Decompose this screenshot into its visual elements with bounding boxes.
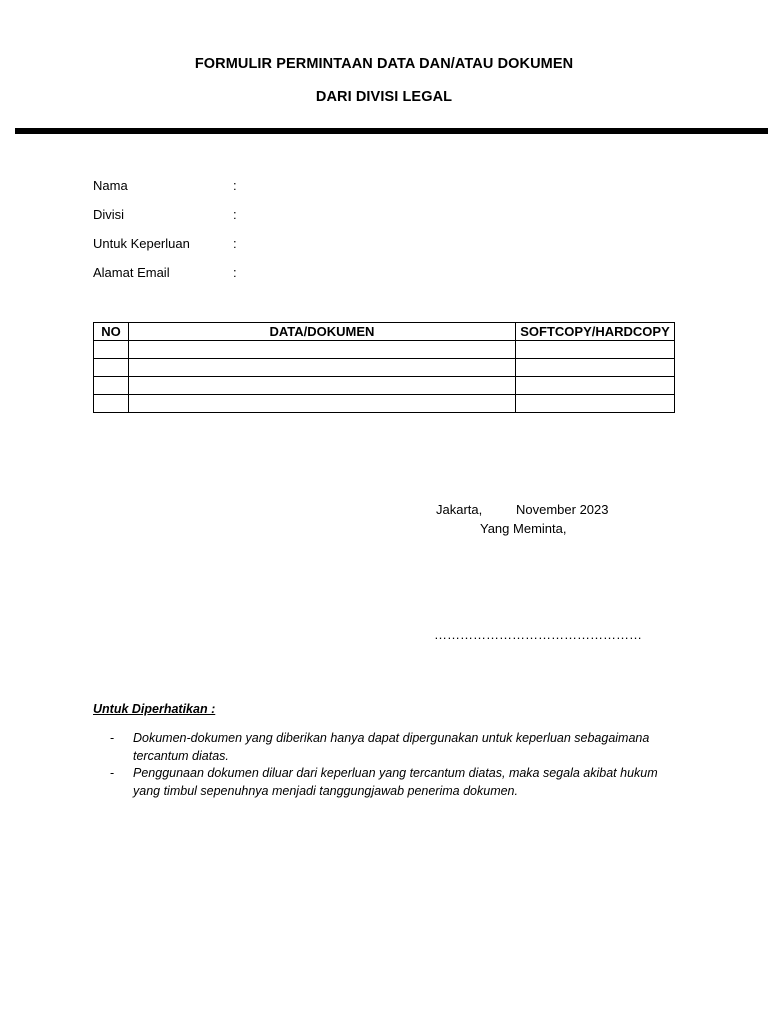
- note-bullet: -: [110, 731, 115, 745]
- field-divisi: [93, 206, 237, 224]
- signature-date: November 2023: [516, 502, 609, 517]
- field-colon: :: [233, 236, 237, 251]
- field-nama: [93, 177, 237, 195]
- table-cell: [94, 359, 129, 377]
- field-keperluan: [93, 235, 237, 253]
- note-item: [93, 729, 683, 765]
- table-cell: [516, 395, 675, 413]
- notes-heading: Untuk Diperhatikan :: [93, 702, 216, 716]
- note-bullet: -: [110, 766, 115, 780]
- table-cell: [516, 341, 675, 359]
- field-label: Nama: [93, 178, 128, 193]
- table-row: [94, 377, 675, 395]
- field-colon: :: [233, 207, 237, 222]
- table-cell: [94, 341, 129, 359]
- note-text: Penggunaan dokumen diluar dari keperluan yang tercantum diatas, maka segala akibat hukum yang timbul sepenuhnya menjadi tanggungjawab penerima dokumen.: [133, 766, 658, 798]
- table-cell: [128, 395, 515, 413]
- field-label: Untuk Keperluan: [93, 236, 190, 251]
- signature-line: …………………………………………: [434, 627, 642, 642]
- document-request-table: [93, 322, 675, 413]
- field-colon: :: [233, 265, 237, 280]
- table-header-row: [94, 323, 675, 341]
- table-row: [94, 341, 675, 359]
- table-row: [94, 395, 675, 413]
- header-divider: [15, 128, 768, 134]
- table-row: [94, 359, 675, 377]
- note-item: [93, 764, 683, 800]
- table-cell: [516, 359, 675, 377]
- field-email: [93, 264, 237, 282]
- signature-requester-label: Yang Meminta,: [480, 521, 567, 536]
- table-cell: [128, 377, 515, 395]
- column-header-data: DATA/DOKUMEN: [128, 323, 515, 341]
- form-subtitle: DARI DIVISI LEGAL: [315, 89, 453, 105]
- form-title: FORMULIR PERMINTAAN DATA DAN/ATAU DOKUMEN: [194, 56, 574, 72]
- column-header-no: NO: [94, 323, 129, 341]
- note-text: Dokumen-dokumen yang diberikan hanya dapat dipergunakan untuk keperluan sebagaimana tercantum diatas.: [133, 731, 650, 763]
- table-cell: [128, 341, 515, 359]
- field-colon: :: [233, 178, 237, 193]
- field-label: Divisi: [93, 207, 125, 222]
- table-cell: [94, 395, 129, 413]
- field-label: Alamat Email: [93, 265, 170, 280]
- table-cell: [516, 377, 675, 395]
- table-cell: [128, 359, 515, 377]
- table-cell: [94, 377, 129, 395]
- signature-city: Jakarta,: [436, 502, 483, 517]
- column-header-copy: SOFTCOPY/HARDCOPY: [516, 323, 675, 341]
